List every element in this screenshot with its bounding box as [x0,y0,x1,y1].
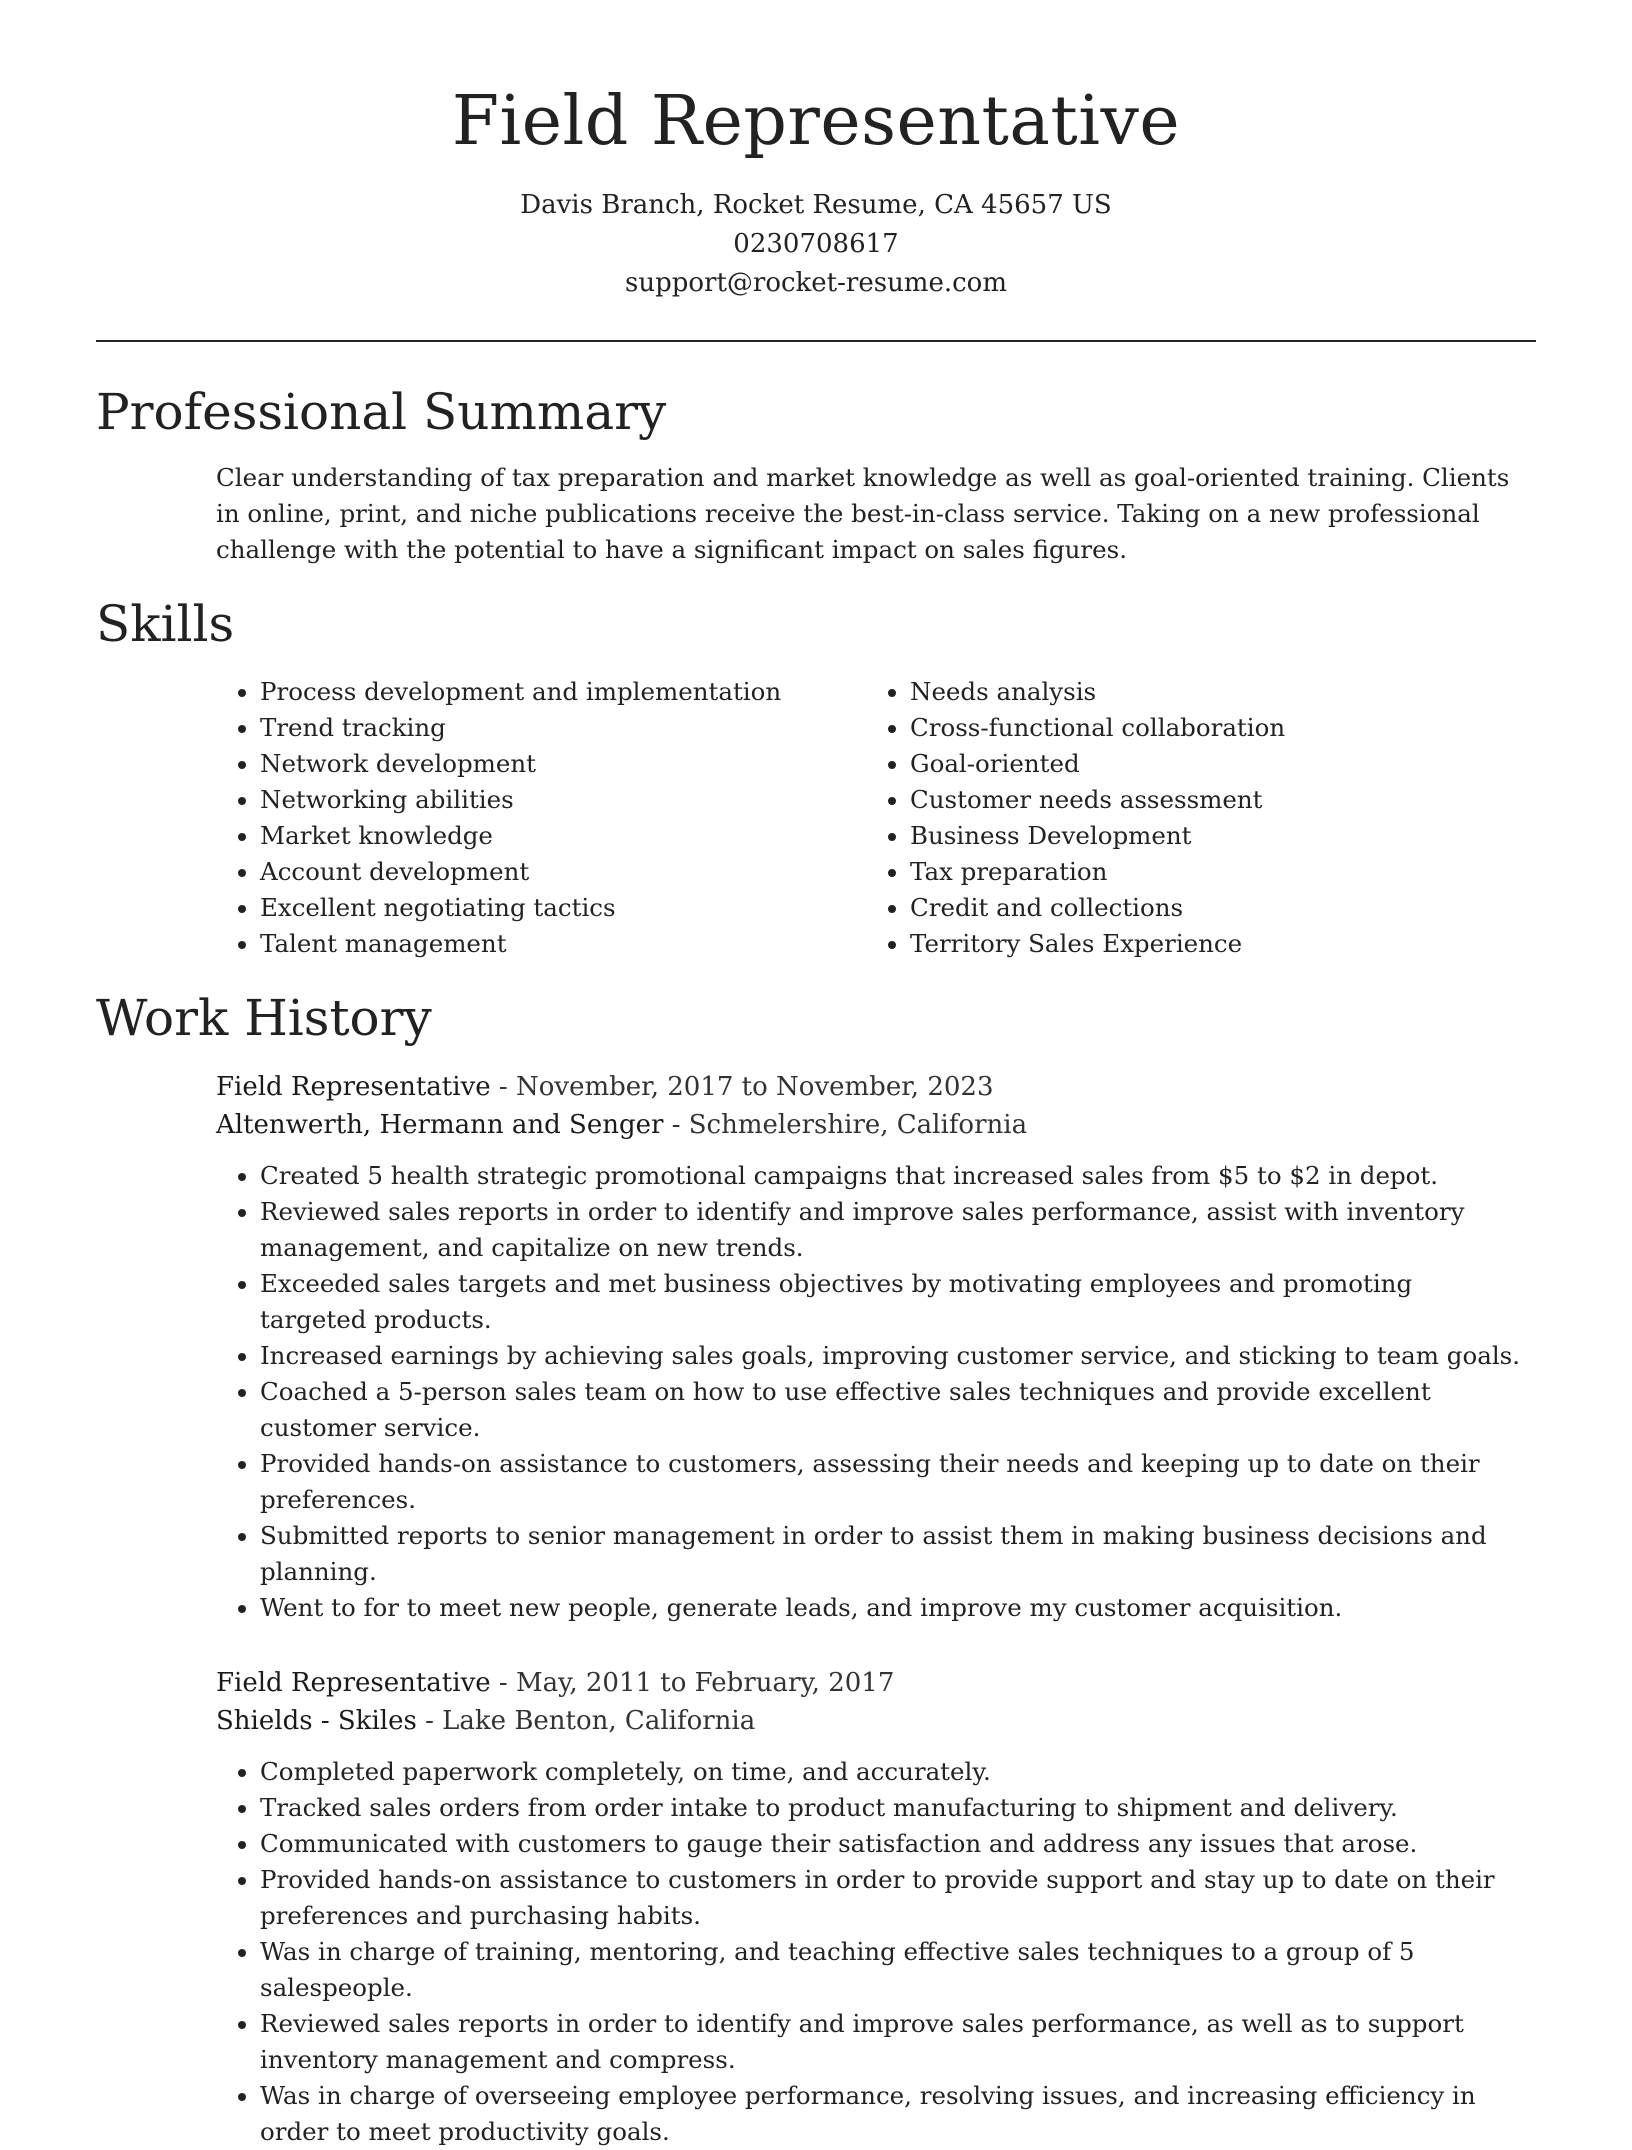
skills-heading: Skills [96,595,235,653]
list-item: • Was in charge of training, mentoring, and teaching effective sales techniques to a group of 5 salespeople. [260,1934,1526,2006]
header-divider [96,340,1536,342]
contact-block [0,186,1632,303]
job-location: Schmelershire, California [688,1110,1028,1140]
list-item: • Networking abilities [260,782,856,818]
summary-heading: Professional Summary [96,383,667,441]
job-role: Field Representative [216,1668,491,1698]
job-entry [216,1664,1526,2150]
job-location: Lake Benton, California [442,1706,756,1736]
list-item: • Network development [260,746,856,782]
list-item: • Reviewed sales reports in order to identify and improve sales performance, assist with inventory management, and capitalize on new trends. [260,1194,1526,1266]
skills-left-list [216,674,856,962]
list-item: • Goal-oriented [910,746,1506,782]
job-entry [216,1068,1526,1626]
list-item: • Business Development [910,818,1506,854]
job-company-line: Altenwerth, Hermann and Senger - Schmelershire, California [216,1110,1028,1140]
list-item: • Increased earnings by achieving sales goals, improving customer service, and sticking to team goals. [260,1338,1526,1374]
list-item: • Talent management [260,926,856,962]
list-item: • Customer needs assessment [910,782,1506,818]
job-company: Altenwerth, Hermann and Senger [216,1110,664,1140]
job-company-line: Shields - Skiles - Lake Benton, California [216,1706,756,1736]
skills-left-column [216,674,856,962]
list-item: • Provided hands-on assistance to customers in order to provide support and stay up to date on their preferences and purchasing habits. [260,1862,1526,1934]
list-item: • Excellent negotiating tactics [260,890,856,926]
list-item: • Provided hands-on assistance to customers, assessing their needs and keeping up to date on their preferences. [260,1446,1526,1518]
job-bullets [216,1754,1526,2150]
contact-address: Davis Branch, Rocket Resume, CA 45657 US [520,190,1112,220]
work-history-heading: Work History [96,989,432,1047]
skills-right-column [866,674,1506,962]
list-item: • Account development [260,854,856,890]
list-item: • Market knowledge [260,818,856,854]
list-item: • Tax preparation [910,854,1506,890]
job-bullet-list [216,1158,1526,1626]
list-item: • Tracked sales orders from order intake to product manufacturing to shipment and delivery. [260,1790,1526,1826]
list-item: • Process development and implementation [260,674,856,710]
job-bullets [216,1158,1526,1626]
list-item: • Went to for to meet new people, generate leads, and improve my customer acquisition. [260,1590,1526,1626]
list-item: • Territory Sales Experience [910,926,1506,962]
list-item: • Reviewed sales reports in order to identify and improve sales performance, as well as to support inventory management and compress. [260,2006,1526,2078]
summary-text: Clear understanding of tax preparation and market knowledge as well as goal-oriented training. Clients in online, print, and niche publications receive the best-in-class service. Taking on a new professional challenge with the potential to have a significant impact on sales figures. [216,463,1510,564]
skills-right-list [866,674,1506,962]
job-dates: November, 2017 to November, 2023 [515,1072,994,1102]
list-item: • Submitted reports to senior management in order to assist them in making business decisions and planning. [260,1518,1526,1590]
list-item: • Exceeded sales targets and met business objectives by motivating employees and promoting targeted products. [260,1266,1526,1338]
job-dates: May, 2011 to February, 2017 [515,1668,895,1698]
job-title-line: Field Representative - May, 2011 to February, 2017 [216,1668,895,1698]
list-item: • Credit and collections [910,890,1506,926]
job-bullet-list [216,1754,1526,2150]
list-item: • Cross-functional collaboration [910,710,1506,746]
job-role: Field Representative [216,1072,491,1102]
list-item: • Was in charge of overseeing employee performance, resolving issues, and increasing efficiency in order to meet productivity goals. [260,2078,1526,2150]
resume-header [0,0,1632,303]
list-item: • Communicated with customers to gauge their satisfaction and address any issues that arose. [260,1826,1526,1862]
contact-phone: 0230708617 [733,229,899,259]
list-item: • Coached a 5-person sales team on how to use effective sales techniques and provide excellent customer service. [260,1374,1526,1446]
list-item: • Created 5 health strategic promotional campaigns that increased sales from $5 to $2 in depot. [260,1158,1526,1194]
job-title-line: Field Representative - November, 2017 to November, 2023 [216,1072,994,1102]
list-item: • Completed paperwork completely, on time, and accurately. [260,1754,1526,1790]
list-item: • Needs analysis [910,674,1506,710]
list-item: • Trend tracking [260,710,856,746]
contact-email: support@rocket-resume.com [624,268,1007,298]
candidate-name: Field Representative [451,82,1181,161]
job-company: Shields - Skiles [216,1706,417,1736]
